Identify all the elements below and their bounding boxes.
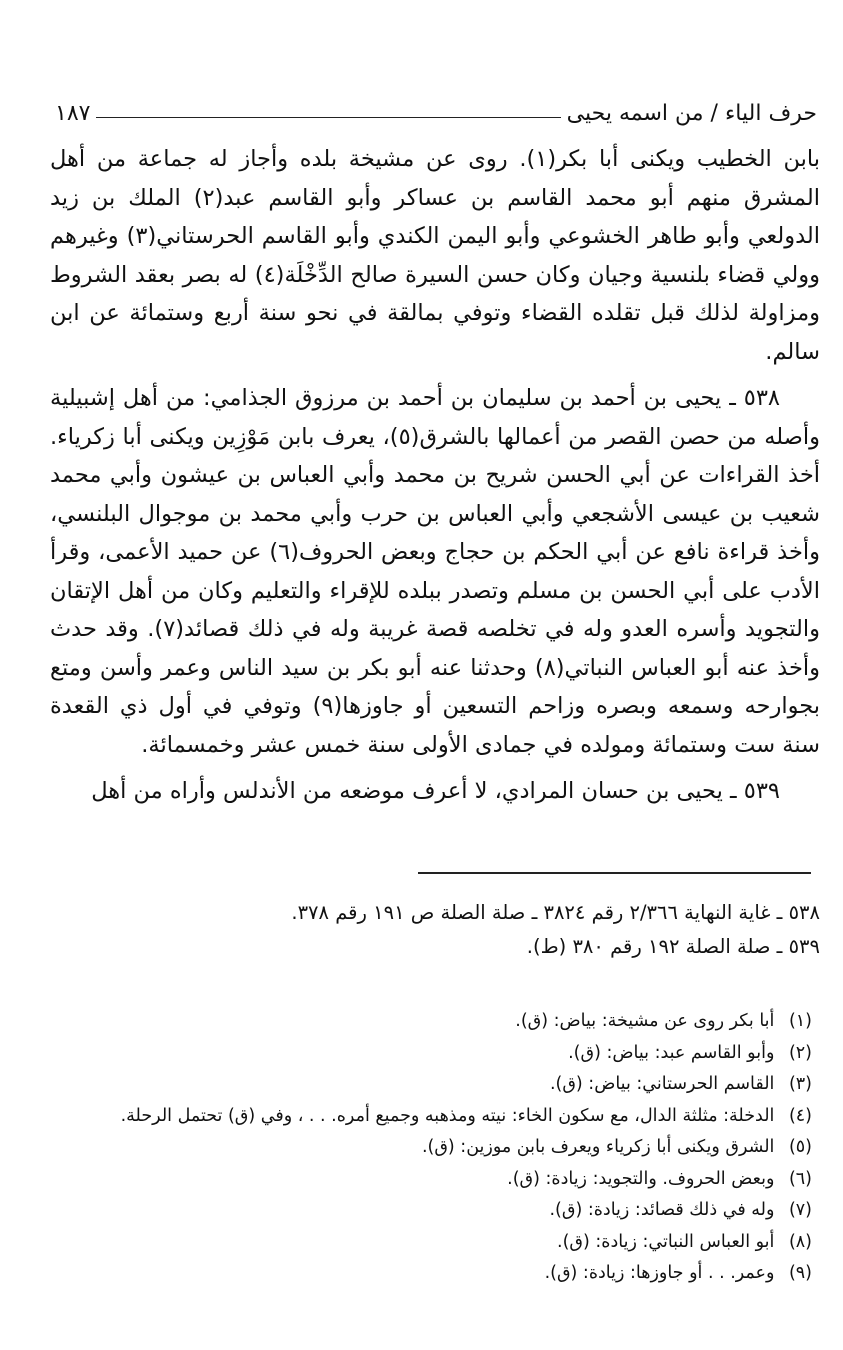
footnote	[60, 1132, 812, 1164]
running-header	[55, 86, 817, 126]
footnote	[60, 1164, 812, 1196]
footnote-text: وبعض الحروف. والتجويد: زيادة: (ق).	[507, 1168, 775, 1189]
footnote	[60, 1038, 812, 1070]
entry-539: ٥٣٩ ـ يحيى بن حسان المرادي، لا أعرف موضعه من الأندلس وأراه من أهل	[91, 778, 780, 804]
source-references	[60, 896, 820, 964]
footnote	[60, 1258, 812, 1290]
source-ref-538: ٥٣٨ ـ غاية النهاية ٢/٣٦٦ رقم ٣٨٢٤ ـ صلة الصلة ص ١٩١ رقم ٣٧٨.	[291, 901, 820, 924]
footnote-number: (٥)	[788, 1137, 812, 1157]
running-title: حرف الياء / من اسمه يحيى	[566, 101, 817, 126]
footnote-text: وعمر. . . أو جاوزها: زيادة: (ق).	[544, 1263, 775, 1283]
footnote-number: (٣)	[788, 1074, 812, 1094]
footnote-number: (٩)	[788, 1263, 812, 1283]
footnote-text: أبا بكر روى عن مشيخة: بياض: (ق).	[515, 1011, 775, 1031]
page-number: ١٨٧	[55, 101, 91, 126]
footnote-text: وأبو القاسم عبد: بياض: (ق).	[568, 1042, 775, 1063]
footnote-number: (١)	[788, 1011, 812, 1031]
entry-538: ٥٣٨ ـ يحيى بن أحمد بن سليمان بن أحمد بن مرزوق الجذامي: من أهل إشبيلية وأصله من حصن القصر من أعمالها بالشرق(٥)، يعرف بابن مَوْزِين ويكنى أبا زكرياء. أخذ القراءات عن أبي الحسن شريح بن محمد وأبي العباس بن عيشون وأبي محمد شعيب بن عيسى الأشجعي وأبي العباس بن حرب وأبي محمد بن موجوال البلنسي، وأخذ قراءة نافع عن أبي الحكم بن حجاج وبعض الحروف(٦) عن حميد الأعمى، وقرأ الأدب على أبي الحسن بن مسلم وتصدر ببلده للإقراء والتعليم وكان من أهل الإتقان والتجويد وأسره العدو وله في تخلصه قصة غريبة وله في ذلك قصائد(٧). وقد حدث وأخذ عنه أبو العباس النباتي(٨) وحدثنا عنه أبو بكر بن سيد الناس وعمر وأسن ومتع بجوارحه وسمعه وبصره وزاحم التسعين أو جاوزها(٩) وتوفي في أول ذي القعدة سنة ست وستمائة ومولده في جمادى الأولى سنة خمس عشر وخمسمائة.	[50, 385, 820, 758]
footnote-text: القاسم الحرستاني: بياض: (ق).	[549, 1074, 775, 1094]
footnote-number: (٤)	[788, 1105, 812, 1126]
footnote-text: وله في ذلك قصائد: زيادة: (ق).	[549, 1200, 775, 1220]
footnote	[60, 1101, 812, 1133]
footnote-number: (٨)	[788, 1231, 812, 1252]
footnote-text: أبو العباس النباتي: زيادة: (ق).	[557, 1231, 775, 1252]
footnote-separator	[418, 872, 811, 874]
main-text	[50, 140, 820, 819]
footnote	[60, 1195, 812, 1227]
footnote-number: (٢)	[788, 1042, 812, 1063]
footnotes	[60, 1006, 812, 1290]
footnote-text: الدخلة: مثلثة الدال، مع سكون الخاء: نيته ومذهبه وجميع أمره. . . ، وفي (ق) تحتمل الرحلة.	[120, 1105, 775, 1126]
footnote	[60, 1006, 812, 1038]
source-ref-539: ٥٣٩ ـ صلة الصلة ١٩٢ رقم ٣٨٠ (ط).	[526, 935, 820, 958]
footnote	[60, 1069, 812, 1101]
footnote-text: الشرق ويكنى أبا زكرياء ويعرف بابن موزين: (ق).	[421, 1137, 775, 1157]
footnote-number: (٧)	[788, 1200, 812, 1220]
header-rule	[96, 117, 560, 118]
paragraph-continuation: بابن الخطيب ويكنى أبا بكر(١). روى عن مشيخة بلده وأجاز له جماعة من أهل المشرق منهم أبو محمد القاسم بن عساكر وأبو القاسم عبد(٢) الملك بن زيد الدولعي وأبو طاهر الخشوعي وأبو اليمن الكندي وأبو القاسم الحرستاني(٣) وغيرهم وولي قضاء بلنسية وجيان وكان حسن السيرة صالح الدِّخْلَة(٤) له بصر بعقد الشروط ومزاولة لذلك قبل تقلده القضاء وتوفي بمالقة في نحو سنة أربع وستمائة عن ابن سالم.	[50, 146, 821, 365]
footnote-number: (٦)	[788, 1168, 812, 1189]
footnote	[60, 1227, 812, 1259]
